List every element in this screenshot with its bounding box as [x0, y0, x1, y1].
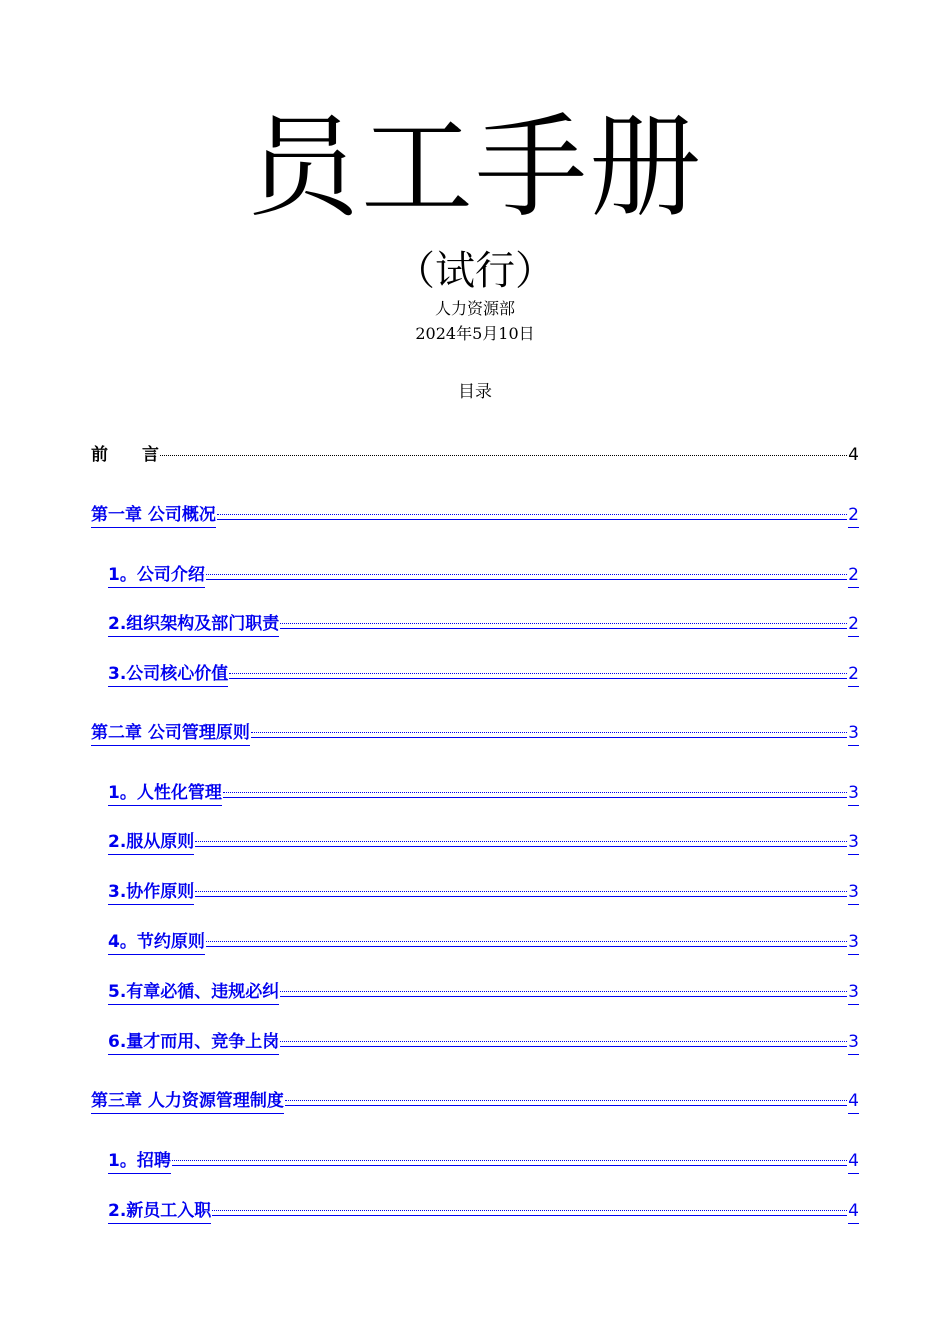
toc-entry-obedience[interactable]: [108, 827, 859, 855]
toc-entry-cooperation[interactable]: [108, 877, 859, 905]
document-title: 员工手册: [247, 103, 703, 233]
toc-entry-page: 4: [848, 445, 859, 465]
toc-entry-page: 3: [848, 880, 859, 905]
toc-entry-label: 1。招聘: [108, 1149, 171, 1174]
toc-entry-rules-enforcement[interactable]: [108, 977, 859, 1005]
toc-entry-label: 前 言: [91, 445, 159, 465]
toc-leader-dots: [195, 877, 847, 897]
toc-entry-label: 4。节约原则: [108, 930, 205, 955]
toc-leader-dots: [280, 609, 847, 629]
toc-entry-page: 3: [848, 1030, 859, 1055]
toc-leader-dots: [212, 1196, 847, 1216]
toc-entry-label: 第一章 公司概况: [91, 503, 216, 528]
toc-entry-page: 4: [848, 1089, 859, 1114]
toc-entry-chapter-1[interactable]: [91, 500, 859, 528]
toc-entry-page: 3: [848, 830, 859, 855]
toc-entry-preface[interactable]: [91, 441, 859, 467]
toc-heading: 目录: [458, 382, 492, 402]
toc-entry-label: 5.有章必循、违规必纠: [108, 980, 279, 1005]
toc-entry-page: 3: [848, 781, 859, 806]
toc-entry-page: 3: [848, 980, 859, 1005]
toc-leader-dots: [217, 500, 847, 520]
toc-entry-label: 3.协作原则: [108, 880, 194, 905]
toc-leader-dots: [206, 927, 847, 947]
toc-entry-chapter-2[interactable]: [91, 718, 859, 746]
toc-entry-merit-promotion[interactable]: [108, 1027, 859, 1055]
toc-entry-label: 3.公司核心价值: [108, 662, 228, 687]
toc-leader-dots: [172, 1146, 847, 1166]
toc-entry-label: 2.服从原则: [108, 830, 194, 855]
document-subtitle: （试行）: [395, 248, 555, 294]
toc-entry-page: 2: [848, 662, 859, 687]
toc-entry-page: 3: [848, 930, 859, 955]
toc-entry-humanized-management[interactable]: [108, 778, 859, 806]
toc-entry-onboarding[interactable]: [108, 1196, 859, 1224]
toc-leader-dots: [160, 441, 847, 460]
toc-entry-page: 3: [848, 721, 859, 746]
toc-entry-org-structure[interactable]: [108, 609, 859, 637]
toc-entry-label: 1。人性化管理: [108, 781, 222, 806]
toc-entry-page: 2: [848, 503, 859, 528]
toc-entry-core-values[interactable]: [108, 659, 859, 687]
toc-entry-label: 第二章 公司管理原则: [91, 721, 250, 746]
toc-leader-dots: [229, 659, 847, 679]
toc-leader-dots: [280, 1027, 847, 1047]
toc-entry-label: 2.组织架构及部门职责: [108, 612, 279, 637]
toc-entry-label: 6.量才而用、竞争上岗: [108, 1030, 279, 1055]
toc-entry-economy[interactable]: [108, 927, 859, 955]
toc-entry-recruitment[interactable]: [108, 1146, 859, 1174]
document-date: 2024年5月10日: [415, 324, 535, 343]
toc-entry-chapter-3[interactable]: [91, 1086, 859, 1114]
department-name: 人力资源部: [434, 299, 515, 318]
toc-leader-dots: [280, 977, 847, 997]
toc-leader-dots: [206, 560, 847, 580]
toc-entry-page: 2: [848, 563, 859, 588]
toc-entry-label: 第三章 人力资源管理制度: [91, 1089, 284, 1114]
toc-entry-label: 2.新员工入职: [108, 1199, 211, 1224]
toc-leader-dots: [223, 778, 847, 798]
toc-entry-page: 2: [848, 612, 859, 637]
toc-entry-company-intro[interactable]: [108, 560, 859, 588]
toc-entry-label: 1。公司介绍: [108, 563, 205, 588]
toc-entry-page: 4: [848, 1149, 859, 1174]
toc-leader-dots: [195, 827, 847, 847]
toc-leader-dots: [285, 1086, 847, 1106]
toc-leader-dots: [251, 718, 847, 738]
toc-entry-page: 4: [848, 1199, 859, 1224]
